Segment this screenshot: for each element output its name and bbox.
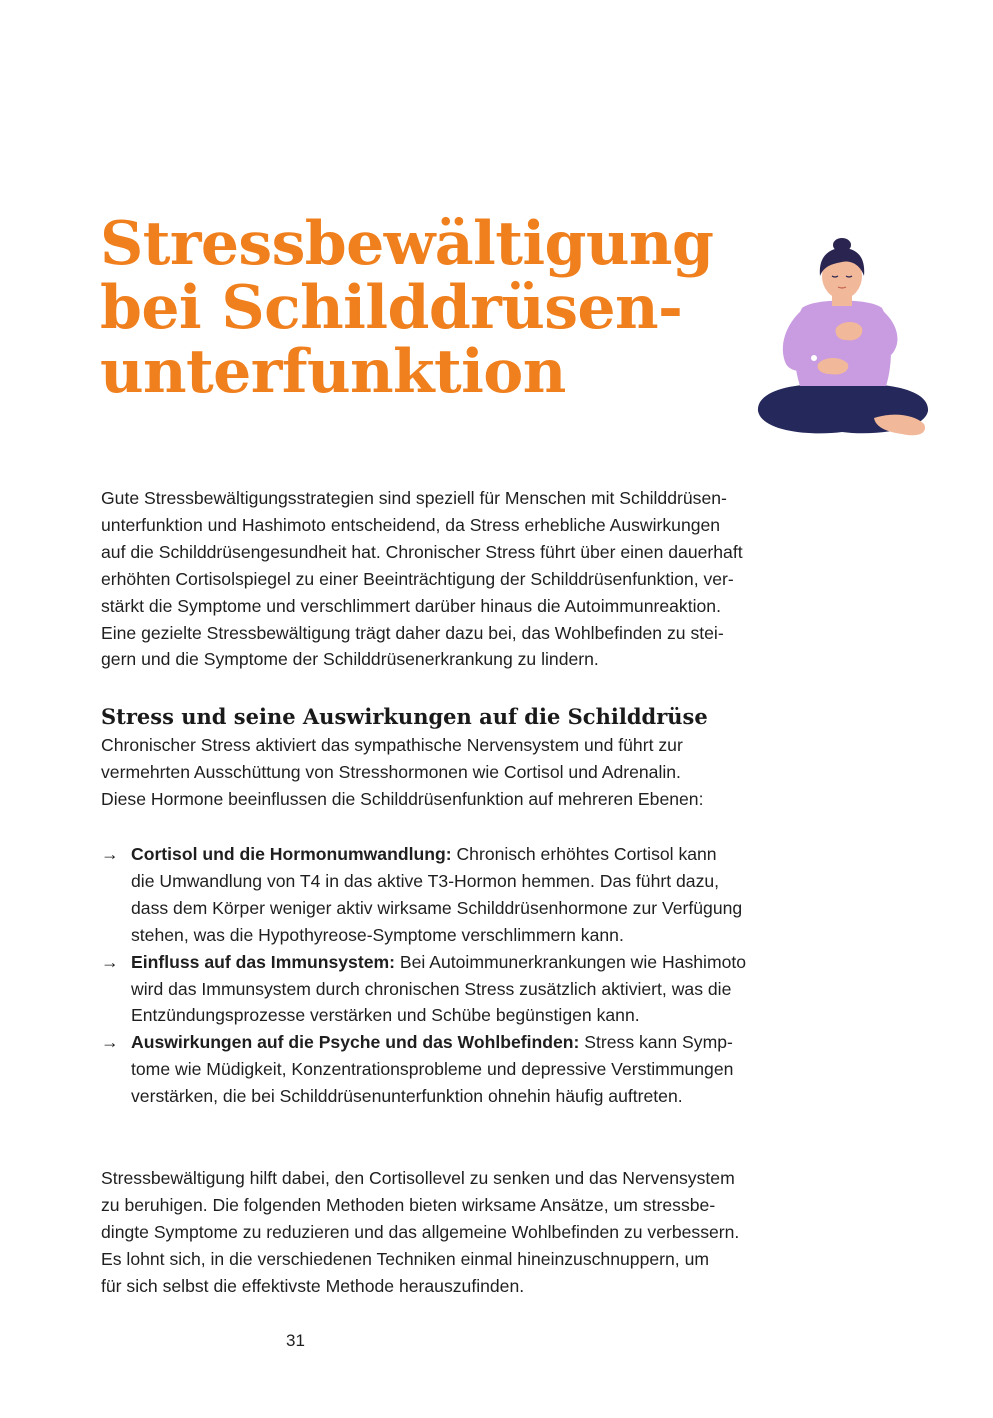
title-line-3: unterfunktion xyxy=(100,337,566,407)
list-item-text: Chronisch erhöhtes Cortisol kann xyxy=(451,844,717,864)
list-item xyxy=(101,1029,821,1110)
closing-line: zu beruhigen. Die folgenden Methoden bieten wirksame Ansätze, um stressbe- xyxy=(101,1194,716,1215)
list-item-line: Entzündungsprozesse verstärken und Schübe begünstigen kann. xyxy=(131,1005,640,1026)
section-line: Chronischer Stress aktiviert das sympathische Nervensystem und führt zur xyxy=(101,735,683,755)
list-item xyxy=(101,841,821,949)
intro-line: stärkt die Symptome und verschlimmert darüber hinaus die Autoimmunreaktion. xyxy=(101,595,721,616)
intro-line: gern und die Symptome der Schilddrüsenerkrankung zu lindern. xyxy=(101,649,599,670)
closing-line: für sich selbst die effektivste Methode herauszufinden. xyxy=(101,1275,525,1296)
section-line: vermehrten Ausschüttung von Stresshormonen wie Cortisol und Adrenalin. xyxy=(101,761,681,782)
title-line-1: Stressbewältigung xyxy=(100,209,714,279)
intro-line: erhöhten Cortisolspiegel zu einer Beeinträchtigung der Schilddrüsenfunktion, ver- xyxy=(101,568,734,589)
intro-line: auf die Schilddrüsengesundheit hat. Chronischer Stress führt über einen dauerhaft xyxy=(101,541,743,562)
closing-paragraph xyxy=(101,1165,821,1300)
list-item-label: Einfluss auf das Immunsystem: xyxy=(131,951,395,972)
arrow-icon: → xyxy=(101,844,119,864)
closing-line: Stressbewältigung hilft dabei, den Cortisollevel zu senken und das Nervensystem xyxy=(101,1168,735,1188)
section-line: Diese Hormone beeinflussen die Schilddrüsenfunktion auf mehreren Ebenen: xyxy=(101,788,704,809)
list-item-line: tome wie Müdigkeit, Konzentrationsprobleme und depressive Verstimmungen xyxy=(131,1059,734,1080)
list-item-label: Auswirkungen auf die Psyche und das Wohlbefinden: xyxy=(131,1032,580,1053)
list-item-line: stehen, was die Hypothyreose-Symptome verschlimmern kann. xyxy=(131,924,624,945)
intro-line: Gute Stressbewältigungsstrategien sind speziell für Menschen mit Schilddrüsen- xyxy=(101,488,727,508)
closing-line: dingte Symptome zu reduzieren und das allgemeine Wohlbefinden zu verbessern. xyxy=(101,1221,740,1242)
page-title xyxy=(100,209,760,407)
intro-paragraph xyxy=(101,485,821,673)
meditating-woman-illustration xyxy=(752,236,932,451)
list-item-line: dass dem Körper weniger aktiv wirksame Schilddrüsenhormone zur Verfügung xyxy=(131,897,743,918)
list-item-text: Stress kann Symp- xyxy=(579,1032,733,1053)
list-item-line: die Umwandlung von T4 in das aktive T3-Hormon hemmen. Das führt dazu, xyxy=(131,870,720,891)
section-paragraph xyxy=(101,732,821,813)
section-heading: Stress und seine Auswirkungen auf die Schilddrüse xyxy=(101,704,708,729)
list-item-text: Bei Autoimmunerkrankungen wie Hashimoto xyxy=(394,951,747,972)
list-item-line: verstärken, die bei Schilddrüsenunterfunktion ohnehin häufig auftreten. xyxy=(131,1086,683,1107)
list-item xyxy=(101,949,821,1030)
arrow-icon: → xyxy=(101,1032,119,1053)
list-item-line: wird das Immunsystem durch chronischen Stress zusätzlich aktiviert, was die xyxy=(131,978,732,999)
closing-line: Es lohnt sich, in die verschiedenen Techniken einmal hineinzuschnuppern, um xyxy=(101,1248,710,1269)
list-item-label: Cortisol und die Hormonumwandlung: xyxy=(131,844,452,864)
effects-list xyxy=(101,841,821,1110)
page-number: 31 xyxy=(286,1331,305,1350)
arrow-icon: → xyxy=(101,951,119,972)
title-line-2: bei Schilddrüsen- xyxy=(100,273,683,343)
intro-line: Eine gezielte Stressbewältigung trägt daher dazu bei, das Wohlbefinden zu stei- xyxy=(101,622,724,643)
intro-line: unterfunktion und Hashimoto entscheidend, da Stress erhebliche Auswirkungen xyxy=(101,514,721,535)
